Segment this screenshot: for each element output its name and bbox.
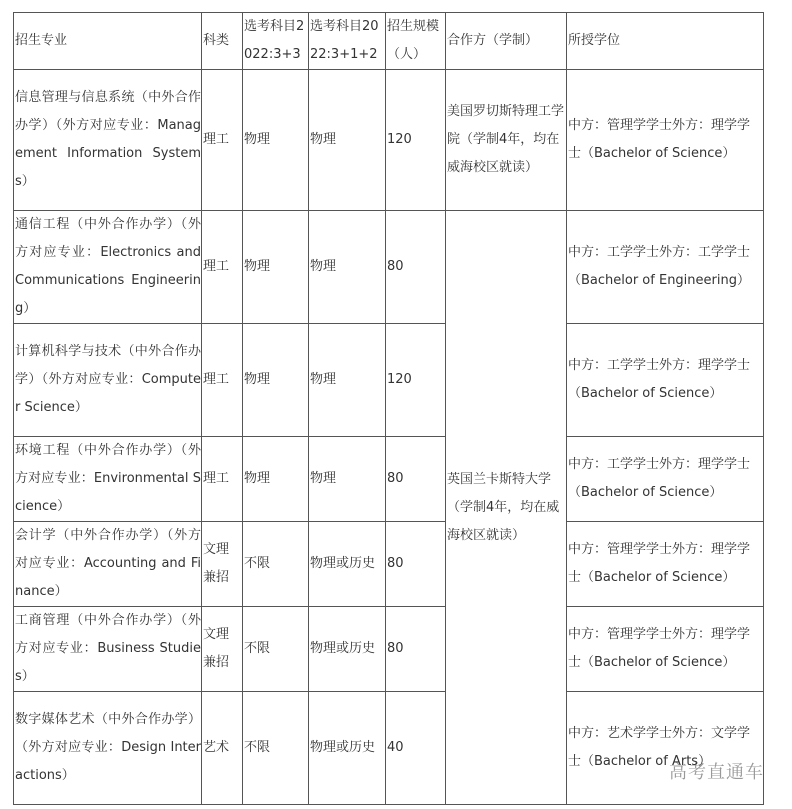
subjects-3-3-cell: 不限 bbox=[243, 692, 309, 805]
degree-cell: 中方：艺术学学士外方：文学学士（Bachelor of Arts） bbox=[567, 692, 764, 805]
degree-cell: 中方：工学学士外方：理学学士（Bachelor of Science） bbox=[567, 324, 764, 437]
subjects-3-1-2-cell: 物理或历史 bbox=[309, 607, 386, 692]
table-row bbox=[14, 607, 764, 692]
header-partner: 合作方（学制） bbox=[446, 13, 567, 70]
category-cell: 艺术 bbox=[202, 692, 243, 805]
major-cell: 数字媒体艺术（中外合作办学）（外方对应专业：Design Interactions） bbox=[14, 692, 202, 805]
header-category: 科类 bbox=[202, 13, 243, 70]
category-cell: 理工 bbox=[202, 70, 243, 211]
subjects-3-3-cell: 物理 bbox=[243, 211, 309, 324]
subjects-3-3-cell: 不限 bbox=[243, 522, 309, 607]
scale-cell: 80 bbox=[386, 522, 446, 607]
major-cell: 通信工程（中外合作办学）（外方对应专业：Electronics and Communications Engineering） bbox=[14, 211, 202, 324]
subjects-3-1-2-cell: 物理或历史 bbox=[309, 692, 386, 805]
subjects-3-3-cell: 不限 bbox=[243, 607, 309, 692]
table-row bbox=[14, 692, 764, 805]
degree-cell: 中方：工学学士外方：理学学士（Bachelor of Science） bbox=[567, 437, 764, 522]
header-subjects-3-1-2: 选考科目2022:3+1+2 bbox=[309, 13, 386, 70]
major-cell: 环境工程（中外合作办学）（外方对应专业：Environmental Science） bbox=[14, 437, 202, 522]
category-cell: 文理兼招 bbox=[202, 607, 243, 692]
subjects-3-3-cell: 物理 bbox=[243, 70, 309, 211]
category-cell: 理工 bbox=[202, 437, 243, 522]
degree-cell: 中方：管理学学士外方：理学学士（Bachelor of Science） bbox=[567, 70, 764, 211]
header-subjects-3-3: 选考科目2022:3+3 bbox=[243, 13, 309, 70]
table-row bbox=[14, 70, 764, 211]
scale-cell: 120 bbox=[386, 70, 446, 211]
subjects-3-1-2-cell: 物理或历史 bbox=[309, 522, 386, 607]
table-row bbox=[14, 211, 764, 324]
header-scale: 招生规模（人） bbox=[386, 13, 446, 70]
major-cell: 信息管理与信息系统（中外合作办学）（外方对应专业：Management Information Systems） bbox=[14, 70, 202, 211]
partner-cell: 英国兰卡斯特大学（学制4年，均在威海校区就读） bbox=[446, 211, 567, 805]
category-cell: 理工 bbox=[202, 211, 243, 324]
table-row bbox=[14, 522, 764, 607]
subjects-3-1-2-cell: 物理 bbox=[309, 70, 386, 211]
subjects-3-1-2-cell: 物理 bbox=[309, 324, 386, 437]
scale-cell: 40 bbox=[386, 692, 446, 805]
table-row bbox=[14, 437, 764, 522]
header-degree: 所授学位 bbox=[567, 13, 764, 70]
header-major: 招生专业 bbox=[14, 13, 202, 70]
partner-cell: 美国罗切斯特理工学院（学制4年，均在威海校区就读） bbox=[446, 70, 567, 211]
watermark-logo: 高考直通车 bbox=[669, 762, 764, 783]
subjects-3-3-cell: 物理 bbox=[243, 437, 309, 522]
category-cell: 文理兼招 bbox=[202, 522, 243, 607]
major-cell: 工商管理（中外合作办学）（外方对应专业：Business Studies） bbox=[14, 607, 202, 692]
scale-cell: 80 bbox=[386, 211, 446, 324]
degree-cell: 中方：工学学士外方：工学学士（Bachelor of Engineering） bbox=[567, 211, 764, 324]
scale-cell: 80 bbox=[386, 607, 446, 692]
degree-cell: 中方：管理学学士外方：理学学士（Bachelor of Science） bbox=[567, 522, 764, 607]
table-row bbox=[14, 324, 764, 437]
degree-cell: 中方：管理学学士外方：理学学士（Bachelor of Science） bbox=[567, 607, 764, 692]
scale-cell: 80 bbox=[386, 437, 446, 522]
subjects-3-1-2-cell: 物理 bbox=[309, 211, 386, 324]
scale-cell: 120 bbox=[386, 324, 446, 437]
major-cell: 会计学（中外合作办学）（外方对应专业：Accounting and Finance） bbox=[14, 522, 202, 607]
admissions-table bbox=[13, 12, 764, 805]
header-row bbox=[14, 13, 764, 70]
subjects-3-3-cell: 物理 bbox=[243, 324, 309, 437]
major-cell: 计算机科学与技术（中外合作办学）（外方对应专业：Computer Science） bbox=[14, 324, 202, 437]
subjects-3-1-2-cell: 物理 bbox=[309, 437, 386, 522]
category-cell: 理工 bbox=[202, 324, 243, 437]
